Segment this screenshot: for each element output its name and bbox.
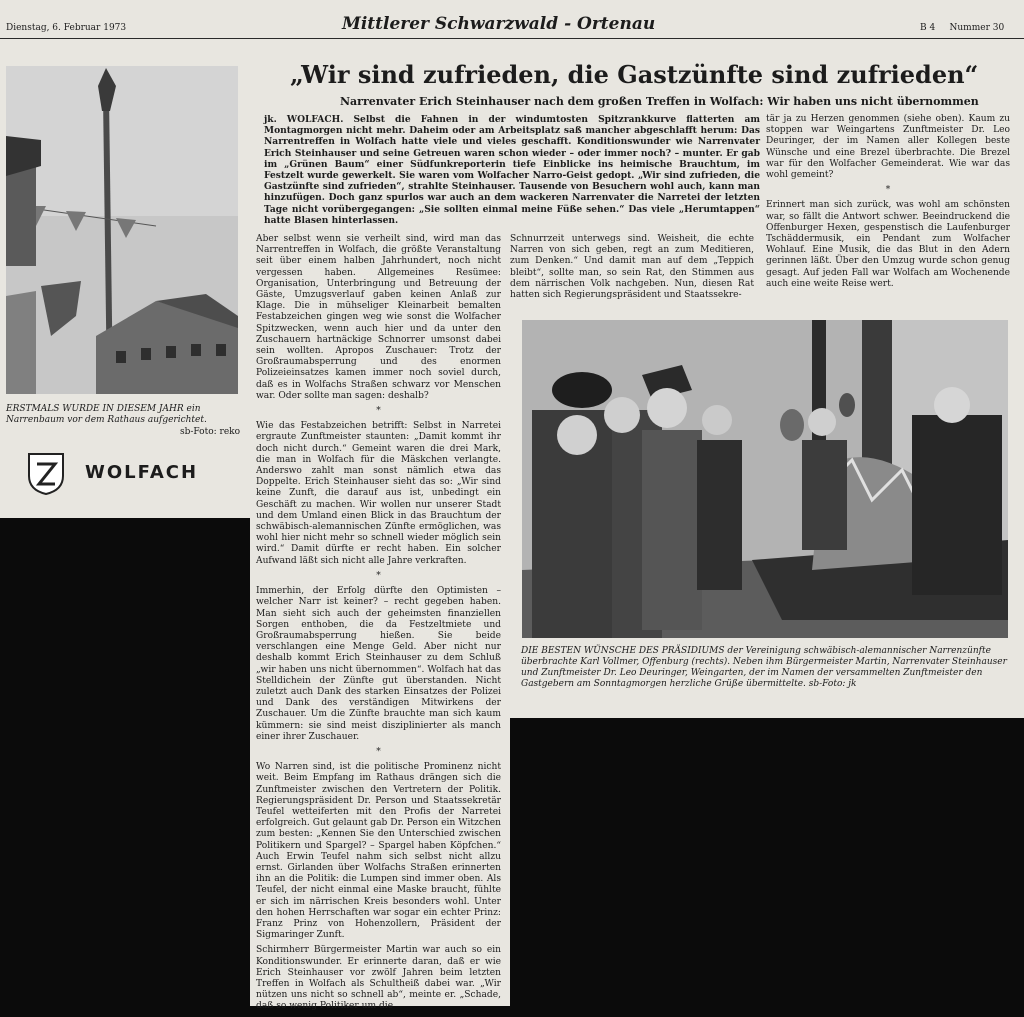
page-number: B 4 Nummer 30	[920, 23, 1005, 33]
wolfach-crest-icon	[27, 452, 65, 496]
col3-paragraph: tär ja zu Herzen genommen (siehe oben). Kaum zu stoppen war Weingartens Zunftmeister Dr. Leo Deuringer, der im Namen aller Kollegen beste Wünsche und eine Brezel überbrachte. Die Brezel war für den Wolfacher Gemeinderat. Wie war das wohl gemeint?	[766, 114, 1010, 181]
section-star: *	[376, 746, 381, 757]
article-column-1	[256, 234, 501, 1017]
praesidium-illustration	[522, 320, 1008, 638]
article-lead: jk. WOLFACH. Selbst die Fahnen in der windumtosten Spitzrankkurve flatterten am Montagmorgen nicht mehr. Daheim oder am Arbeitsplatz saß mancher abgeschlafft herum: Das Narrentreffen in Wolfach hatte viele und vieles geschafft. Konditionswunder wie Narrenvater Erich Steinhauser und seine Getreuen waren schon wieder – oder immer noch? – munter. Er gab im „Grünen Baum“ einer Südfunkreporterin tiefe Einblicke ins heimische Brauchtum, im Festzelt wurde gewerkelt. Sie waren vom Wolfacher Narro-Geist gedopt. „Wir sind zufrieden, die Gastzünfte sind zufrieden“, strahlte Steinhauser. Tausende von Besuchern wohl auch, kann man hinzufügen. Doch ganz spurlos war auch an dem wackeren Narrenvater die Narretei der letzten Tage nicht vorübergegangen: „Sie sollten einmal meine Füße sehen.“ Das viele „Herumtappen“ hatte Blasen hinterlassen.	[264, 114, 760, 226]
section-star: *	[885, 185, 891, 196]
article-subheadline: Narrenvater Erich Steinhauser nach dem großen Treffen in Wolfach: Wir haben uns nicht übernommen	[340, 95, 979, 108]
article-headline: „Wir sind zufrieden, die Gastzünfte sind zufrieden“	[290, 60, 979, 89]
narrenbaum-illustration	[6, 66, 238, 394]
photo-left-caption: ERSTMALS WURDE IN DIESEM JAHR ein Narrenbaum vor dem Rathaus aufgerichtet.	[6, 404, 207, 425]
photo-left-credit: sb-Foto: reko	[180, 427, 241, 437]
col2-paragraph: Schnurrzeit unterwegs sind. Weisheit, die echte Narren von sich geben, regt an zum Meditieren, zum Denken.“ Und damit man auf dem „Teppich bleibt“, sollte man, so sein Rat, den Stimmen aus dem närrischen Volk nachgeben. Nun, diesen Rat hatten sich Regierungspräsident und Staatssekre-	[510, 234, 754, 301]
article-column-2	[510, 234, 754, 305]
wolfach-label: WOLFACH	[85, 462, 199, 483]
section-star: *	[376, 406, 381, 417]
issue-date: Dienstag, 6. Februar 1973	[6, 23, 127, 33]
col3-paragraph: Erinnert man sich zurück, was wohl am schönsten war, so fällt die Antwort schwer. Beeindruckend die Offenburger Hexen, gespenstisch die Laufenburger Tschäddermusik, ein Pendant zum Wolfacher Wohlauf. Eine Musik, die das Blut in den Adern gerinnen läßt. Über den Umzug wurde schon genug gesagt. Auf jeden Fall war Wolfach am Wochenende auch eine weite Reise wert.	[766, 200, 1010, 289]
col1-paragraph: Schirmherr Bürgermeister Martin war auch so ein Konditionswunder. Er erinnerte daran, daß er wie Erich Steinhauser vor zwölf Jahren beim letzten Treffen in Wolfach als Schultheiß dabei war. „Wir nützen uns nicht so schnell ab“, meinte er. „Schade, daß so wenig Politiker um die	[256, 945, 501, 1012]
section-star: *	[376, 570, 381, 581]
section-title: Mittlerer Schwarzwald - Ortenau	[342, 14, 656, 34]
article-column-3	[766, 114, 1010, 294]
col1-paragraph: Immerhin, der Erfolg dürfte den Optimisten – welcher Narr ist keiner? – recht gegeben haben. Man sieht sich auch der geheimsten finanziellen Sorgen enthoben, die da Festzeltmiete und Großraumabsperrung hießen. Sie beide verschlangen eine Menge Geld. Aber nicht nur deshalb kommt Erich Steinhauser zu dem Schluß „wir haben uns nicht übernommen“. Wolfach hat das Stelldichein der Zünfte gut überstanden. Nicht zuletzt auch Dank des starken Einsatzes der Polizei und Dank des verständigen Mitwirkens der Zuschauer. Um die Zünfte brauchte man sich kaum kümmern: sie sind meist disziplinierter als manch einer ihrer Zuschauer.	[256, 586, 501, 742]
col1-paragraph: Wie das Festabzeichen betrifft: Selbst in Narretei ergraute Zunftmeister staunten: „Damit kommt ihr doch nicht durch.“ Gemeint waren die drei Mark, die man in Wolfach für die Mäskchen verlangte. Anderswo zahlt man sonst nämlich etwa das Doppelte. Erich Steinhauser sieht das so: „Wir sind keine Zunft, die darauf aus ist, unbedingt ein Geschäft zu machen. Wir wollen nur unserer Stadt und dem Umland einen Blick in das Brauchtum der schwäbisch-alemannischen Zünfte ermöglichen, was wohl hier nicht mehr so schnell wieder möglich sein wird.“ Damit dürfte er recht haben. Ein solcher Aufwand läßt sich nicht alle Jahre verkraften.	[256, 421, 501, 566]
photo-narrenbaum	[6, 66, 238, 394]
header-rule	[0, 38, 1024, 39]
col1-paragraph: Aber selbst wenn sie verheilt sind, wird man das Narrentreffen in Wolfach, die größte Veranstaltung seit über einem halben Jahrhundert, noch nicht vergessen haben. Allgemeines Resümee: Organisation, Unterbringung und Betreuung der Gäste, Umzugsverlauf gaben keinen Anlaß zur Klage. Die in mühseliger Kleinarbeit bemalten Festabzeichen gingen weg wie sonst die Wolfacher Spitzwecken, wenn auch hier und da unter den Zuschauern hartnäckige Schnorrer umsonst dabei sein wollten. Apropos Zuschauer: Trotz der Großraumabsperrung und des enormen Polizeieinsatzes kamen immer noch soviel durch, daß es in Wolfachs Straßen schwarz vor Menschen war. Oder sollte man sagen: deshalb?	[256, 234, 501, 401]
col1-paragraph: Wo Narren sind, ist die politische Prominenz nicht weit. Beim Empfang im Rathaus drängen sich die Zunftmeister zwischen den Vertretern der Politik. Regierungspräsident Dr. Person und Staatssekretär Teufel wetteiferten mit den Profis der Narretei erfolgreich. Gut gelaunt gab Dr. Person ein Witzchen zum besten: „Kennen Sie den Unterschied zwischen Politikern und Spargel? – Spargel haben Köpfchen.“ Auch Erwin Teufel nahm sich selbst nicht allzu ernst. Girlanden über Wolfachs Straßen erinnerten ihn an die Politik: die Lumpen sind immer oben. Als Teufel, der nicht einmal eine Maske braucht, fühlte er sich im närrischen Kreis besonders wohl. Unter den hohen Herrschaften war sogar ein echter Prinz: Franz Prinz von Hohenzollern, Präsident der Sigmaringer Zunft.	[256, 762, 501, 941]
photo-praesidium	[522, 320, 1008, 638]
photo-right-caption: DIE BESTEN WÜNSCHE DES PRÄSIDIUMS der Vereinigung schwäbisch-alemannischer Narrenzünfte überbrachte Karl Vollmer, Offenburg (rechts). Neben ihm Bürgermeister Martin, Narrenvater Steinhauser und Zunftmeister Dr. Leo Deuringer, Weingarten, der im Namen der versammelten Zunftmeister den Gastgebern am Sonntagmorgen herzliche Grüße übermittelte. sb-Foto: jk	[521, 646, 1007, 689]
